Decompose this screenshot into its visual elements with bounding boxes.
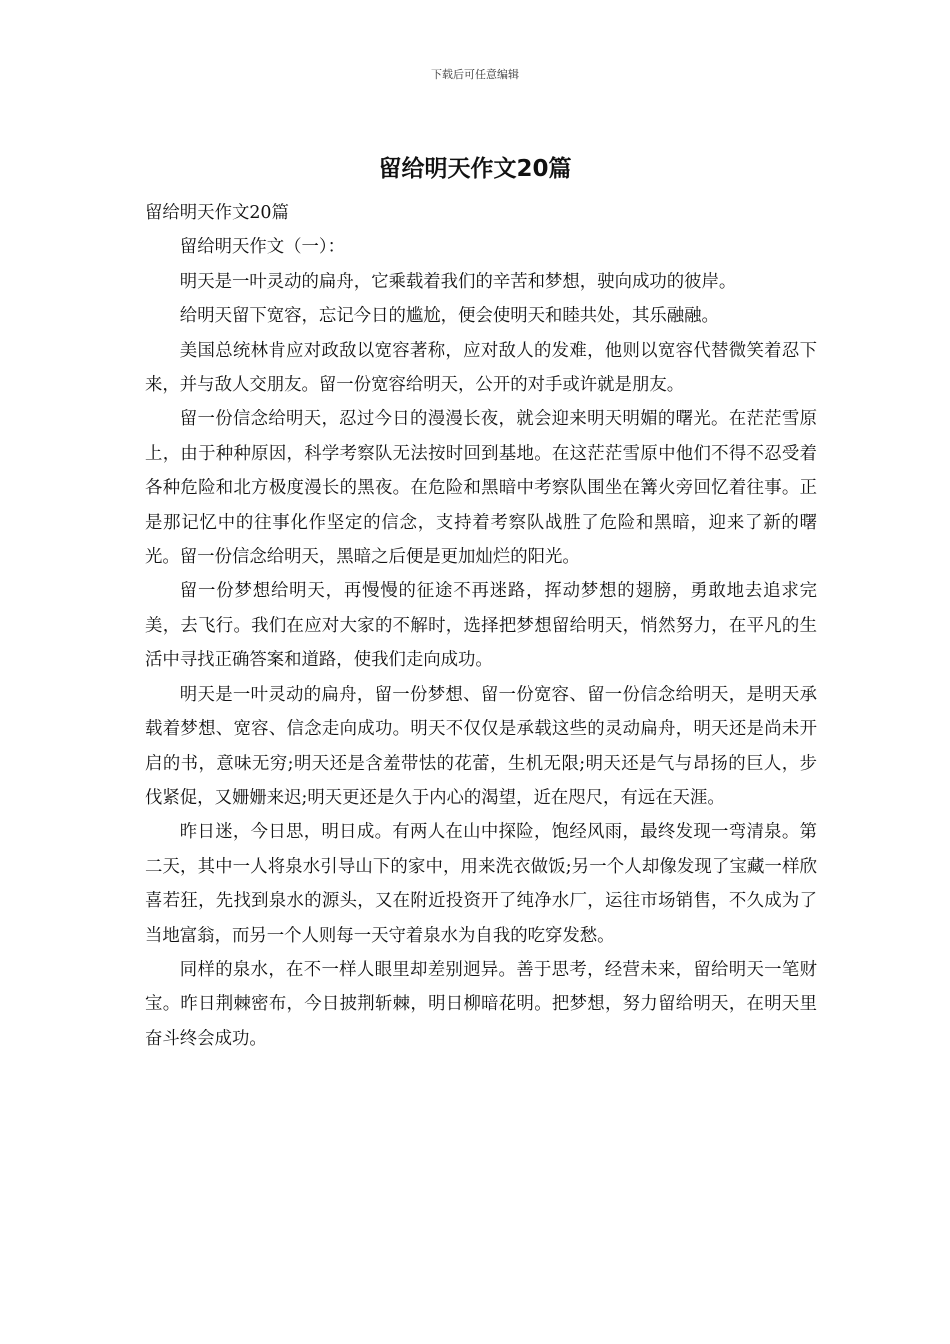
body-paragraph: 昨日迷，今日思，明日成。有两人在山中探险，饱经风雨，最终发现一弯清泉。第二天，其中一人将泉水引导山下的家中，用来洗衣做饭;另一个人却像发现了宝藏一样欣喜若狂，先找到泉水的源头，又在附近投资开了纯净水厂，运往市场销售，不久成为了当地富翁，而另一个人则每一天守着泉水为自我的吃穿发愁。 [145,822,817,946]
body-paragraph: 明天是一叶灵动的扁舟，留一份梦想、留一份宽容、留一份信念给明天，是明天承载着梦想、宽容、信念走向成功。明天不仅仅是承载这些的灵动扁舟，明天还是尚未开启的书，意味无穷;明天还是含羞带怯的花蕾，生机无限;明天还是气与昂扬的巨人，步伐紧促，又姗姗来迟;明天更还是久于内心的渴望，近在咫尺，有远在天涯。 [145,684,817,808]
body-paragraph: 给明天留下宽容，忘记今日的尴尬，便会使明天和睦共处，其乐融融。 [179,306,719,327]
document-title: 留给明天作文20篇 [378,156,572,182]
subtitle-paragraph: 留给明天作文20篇 [145,203,289,223]
header-note: 下载后可任意编辑 [431,68,519,81]
body-paragraph: 明天是一叶灵动的扁舟，它乘载着我们的辛苦和梦想，驶向成功的彼岸。 [179,271,737,292]
body-paragraph: 留一份梦想给明天，再慢慢的征途不再迷路，挥动梦想的翅膀，勇敢地去追求完美，去飞行。我们在应对大家的不解时，选择把梦想留给明天，悄然努力，在平凡的生活中寻找正确答案和道路，使我们走向成功。 [145,581,817,671]
body-paragraph: 美国总统林肯应对政敌以宽容著称，应对敌人的发难，他则以宽容代替微笑着忍下来，并与敌人交朋友。留一份宽容给明天，公开的对手或许就是朋友。 [145,340,817,396]
body-paragraph: 留一份信念给明天，忍过今日的漫漫长夜，就会迎来明天明媚的曙光。在茫茫雪原上，由于种种原因，科学考察队无法按时回到基地。在这茫茫雪原中他们不得不忍受着各种危险和北方极度漫长的黑夜。在危险和黑暗中考察队围坐在篝火旁回忆着往事。正是那记忆中的往事化作坚定的信念，支持着考察队战胜了危险和黑暗，迎来了新的曙光。留一份信念给明天，黑暗之后便是更加灿烂的阳光。 [145,409,817,568]
section-heading: 留给明天作文（一）： [179,237,346,258]
body-paragraph: 同样的泉水，在不一样人眼里却差别迥异。善于思考，经营未来，留给明天一笔财宝。昨日荆棘密布，今日披荆斩棘，明日柳暗花明。把梦想，努力留给明天，在明天里奋斗终会成功。 [145,959,817,1049]
document-body [145,196,817,1056]
